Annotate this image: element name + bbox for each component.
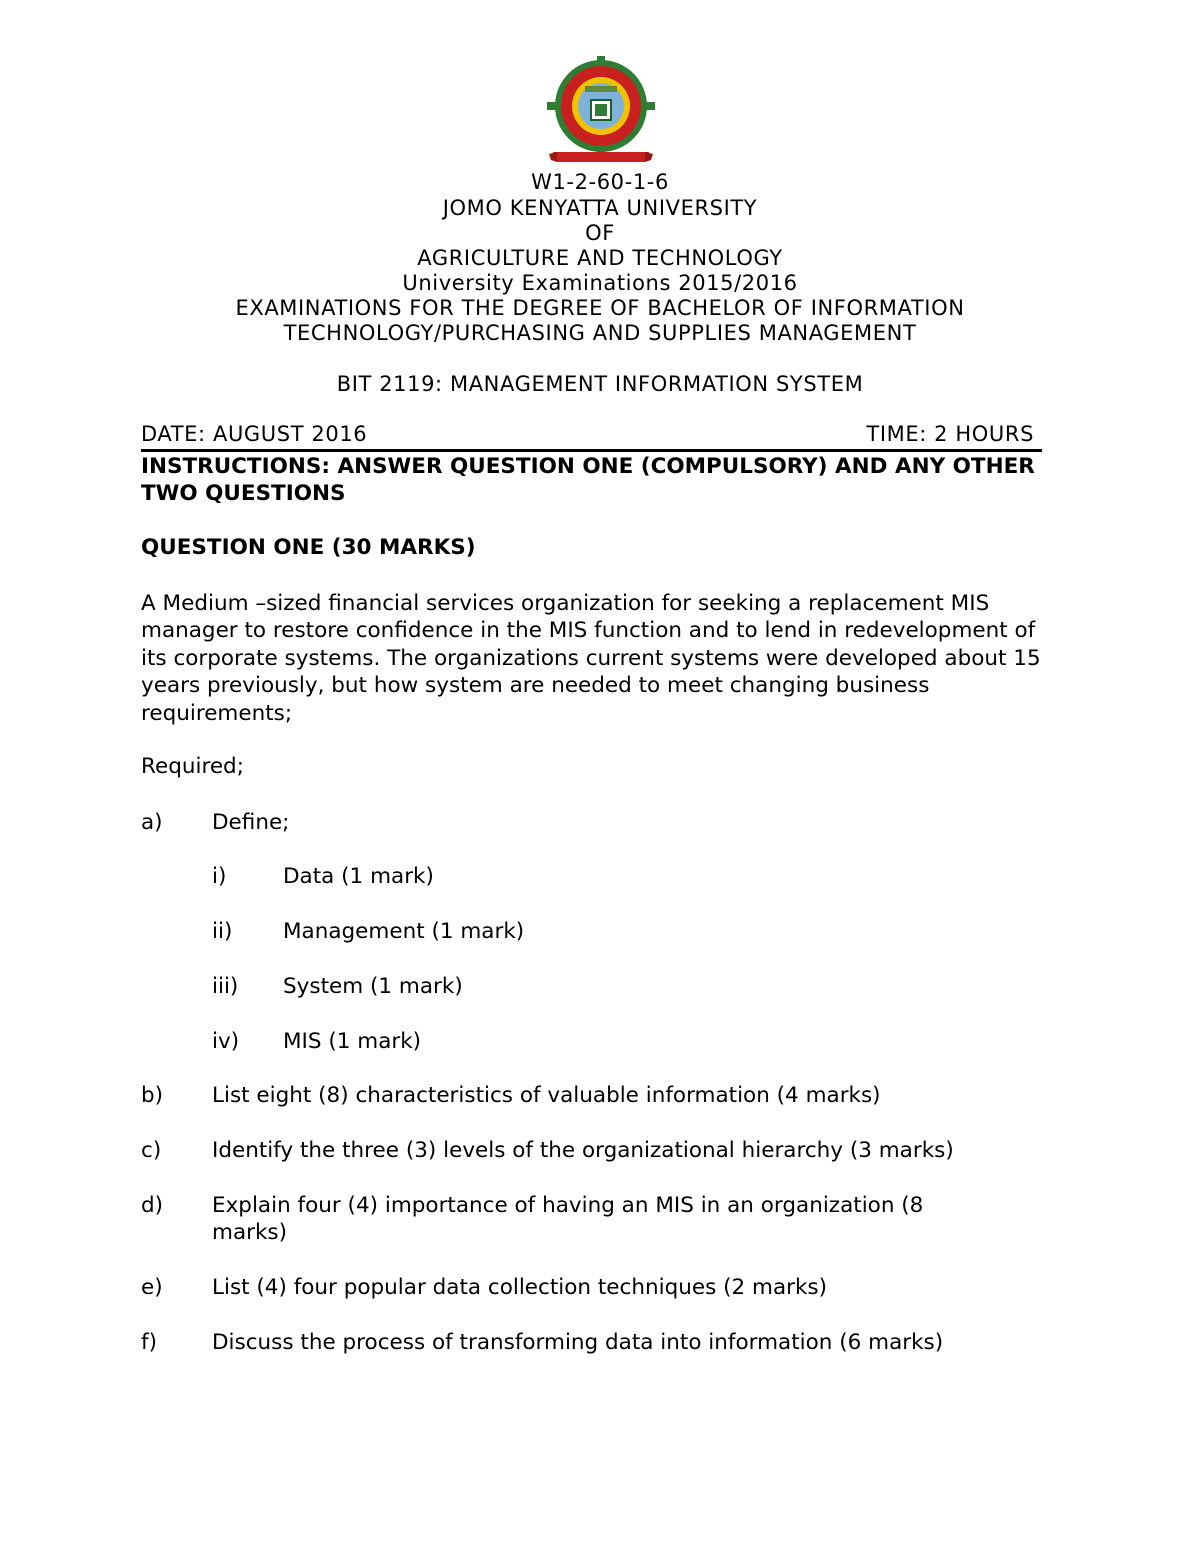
exam-time: TIME: 2 HOURS: [866, 422, 1034, 446]
part-label: e): [141, 1275, 163, 1300]
part-text: Define;: [212, 810, 290, 835]
part-text: List eight (8) characteristics of valuable information (4 marks): [212, 1083, 881, 1108]
part-label: c): [141, 1138, 162, 1163]
question-one-heading: QUESTION ONE (30 MARKS): [141, 535, 476, 560]
exam-year: University Examinations 2015/2016: [402, 271, 798, 295]
subpart-label: iii): [212, 974, 239, 999]
subpart-label: i): [212, 864, 227, 889]
course-title: BIT 2119: MANAGEMENT INFORMATION SYSTEM: [336, 372, 864, 396]
part-text: Explain four (4) importance of having an MIS in an organization (8 marks): [212, 1193, 924, 1246]
subpart-label: ii): [212, 919, 233, 944]
part-text: Identify the three (3) levels of the organizational hierarchy (3 marks): [212, 1138, 954, 1163]
subpart-text: Data (1 mark): [283, 864, 434, 889]
exam-date: DATE: AUGUST 2016: [141, 422, 368, 446]
subpart-label: iv): [212, 1029, 240, 1054]
divider: [141, 449, 1042, 452]
degree-title-line2: TECHNOLOGY/PURCHASING AND SUPPLIES MANAGEMENT: [283, 321, 917, 345]
part-text: List (4) four popular data collection techniques (2 marks): [212, 1275, 828, 1300]
subpart-text: Management (1 mark): [283, 919, 525, 944]
part-label: d): [141, 1193, 164, 1218]
degree-title-line1: EXAMINATIONS FOR THE DEGREE OF BACHELOR OF INFORMATION: [235, 296, 965, 320]
exam-code: W1-2-60-1-6: [531, 170, 669, 194]
part-label: b): [141, 1083, 164, 1108]
university-crest-icon: [545, 56, 657, 168]
university-name-agri: AGRICULTURE AND TECHNOLOGY: [417, 246, 783, 270]
part-label: a): [141, 810, 163, 835]
date-time-row: [141, 422, 1034, 446]
instructions: INSTRUCTIONS: ANSWER QUESTION ONE (COMPULSORY) AND ANY OTHER TWO QUESTIONS: [141, 454, 1035, 506]
university-name-of: OF: [585, 221, 615, 245]
required-label: Required;: [141, 754, 244, 779]
part-text: Discuss the process of transforming data into information (6 marks): [212, 1330, 944, 1355]
subpart-text: System (1 mark): [283, 974, 463, 999]
scenario-paragraph: A Medium –sized financial services organization for seeking a replacement MIS manager to restore confidence in the MIS function and to lend in redevelopment of its corporate systems. The organizations current systems were developed about 15 years previously, but how system are needed to meet changing business requirements;: [141, 591, 1041, 726]
part-label: f): [141, 1330, 157, 1355]
university-name: JOMO KENYATTA UNIVERSITY: [442, 196, 758, 220]
subpart-text: MIS (1 mark): [283, 1029, 422, 1054]
